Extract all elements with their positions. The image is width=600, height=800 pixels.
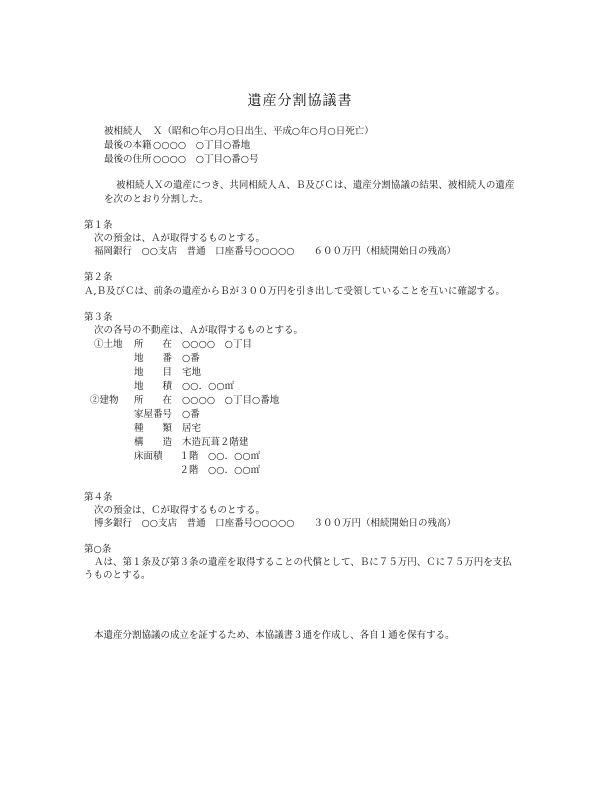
article4-text: 次の預金は、Ｃが取得するものとする。 bbox=[94, 505, 266, 516]
land-value-3: ○○．○○㎡ bbox=[182, 381, 235, 392]
building-value-3: 木造瓦葺２階建 bbox=[182, 437, 249, 448]
address-line bbox=[104, 154, 259, 166]
intro-line-2: を次のとおり分割した。 bbox=[104, 194, 209, 205]
building-value-0: ○○○○ ○丁目○番地 bbox=[182, 395, 280, 406]
land-value-1: ○番 bbox=[182, 353, 200, 364]
land-label-3: 地 積 bbox=[134, 381, 173, 392]
land-value-0: ○○○○ ○丁目 bbox=[182, 339, 252, 350]
building-label-3: 構 造 bbox=[134, 437, 173, 448]
document-title: 遺産分割協議書 bbox=[247, 93, 353, 109]
article2-text: Ａ,Ｂ及びＣは、前条の遺産からＢが３００万円を引き出して受領していることを互いに確認する。 bbox=[84, 286, 506, 297]
building-value-1: ○番 bbox=[182, 409, 200, 420]
decedent-name-line bbox=[104, 126, 374, 138]
building-value-2: 居宅 bbox=[182, 423, 202, 434]
article1-heading: 第１条 bbox=[84, 220, 113, 231]
building-label-0: 所 在 bbox=[134, 395, 173, 406]
article1-detail: 福岡銀行 ○○支店 普通 口座番号○○○○○ ６００万円（相続開始日の残高） bbox=[94, 246, 457, 257]
article4-heading: 第４条 bbox=[84, 492, 113, 503]
address-label: 最後の住所 bbox=[104, 154, 152, 165]
land-group-label: ①土地 bbox=[94, 339, 123, 350]
building-group-label: ②建物 bbox=[90, 395, 119, 406]
article5-line-2: うものとする。 bbox=[84, 570, 151, 581]
article5-heading: 第○条 bbox=[84, 544, 112, 555]
land-label-1: 地 番 bbox=[134, 353, 173, 364]
building-value-5: ２階 ○○．○○㎡ bbox=[170, 465, 261, 476]
article5-line-1: Ａは、第１条及び第３条の遺産を取得することの代償として、Ｂに７５万円、Ｃに７５万円を支払 bbox=[94, 557, 512, 568]
decedent-label: 被相続人 bbox=[104, 126, 143, 137]
article3-heading: 第３条 bbox=[84, 312, 113, 323]
article2-heading: 第２条 bbox=[84, 272, 113, 283]
address-value: ○○○○ ○丁目○番○号 bbox=[153, 154, 259, 165]
building-value-4: １階 ○○．○○㎡ bbox=[170, 451, 261, 462]
domicile-line bbox=[104, 140, 250, 152]
domicile-value: ○○○○ ○丁目○番地 bbox=[153, 140, 251, 151]
article4-detail: 博多銀行 ○○支店 普通 口座番号○○○○○ ３００万円（相続開始日の残高） bbox=[94, 518, 457, 529]
intro-line-1: 被相続人Ｘの遺産につき、共同相続人Ａ、Ｂ及びＣは、遺産分割協議の結果、被相続人の遺産 bbox=[116, 180, 515, 191]
article1-text: 次の預金は、Ａが取得するものとする。 bbox=[94, 233, 266, 244]
decedent-value: Ｘ（昭和○年○月○日出生、平成○年○月○日死亡） bbox=[153, 126, 374, 137]
land-label-2: 地 目 bbox=[134, 367, 173, 378]
building-label-1: 家屋番号 bbox=[134, 409, 173, 420]
article3-text: 次の各号の不動産は、Ａが取得するものとする。 bbox=[94, 325, 304, 336]
building-label-2: 種 類 bbox=[134, 423, 173, 434]
closing-statement: 本遺産分割協議の成立を証するため、本協議書３通を作成し、各自１通を保有する。 bbox=[94, 630, 455, 641]
land-value-2: 宅地 bbox=[182, 367, 202, 378]
domicile-label: 最後の本籍 bbox=[104, 140, 152, 151]
building-label-4: 床面積 bbox=[134, 451, 163, 462]
land-label-0: 所 在 bbox=[134, 339, 173, 350]
